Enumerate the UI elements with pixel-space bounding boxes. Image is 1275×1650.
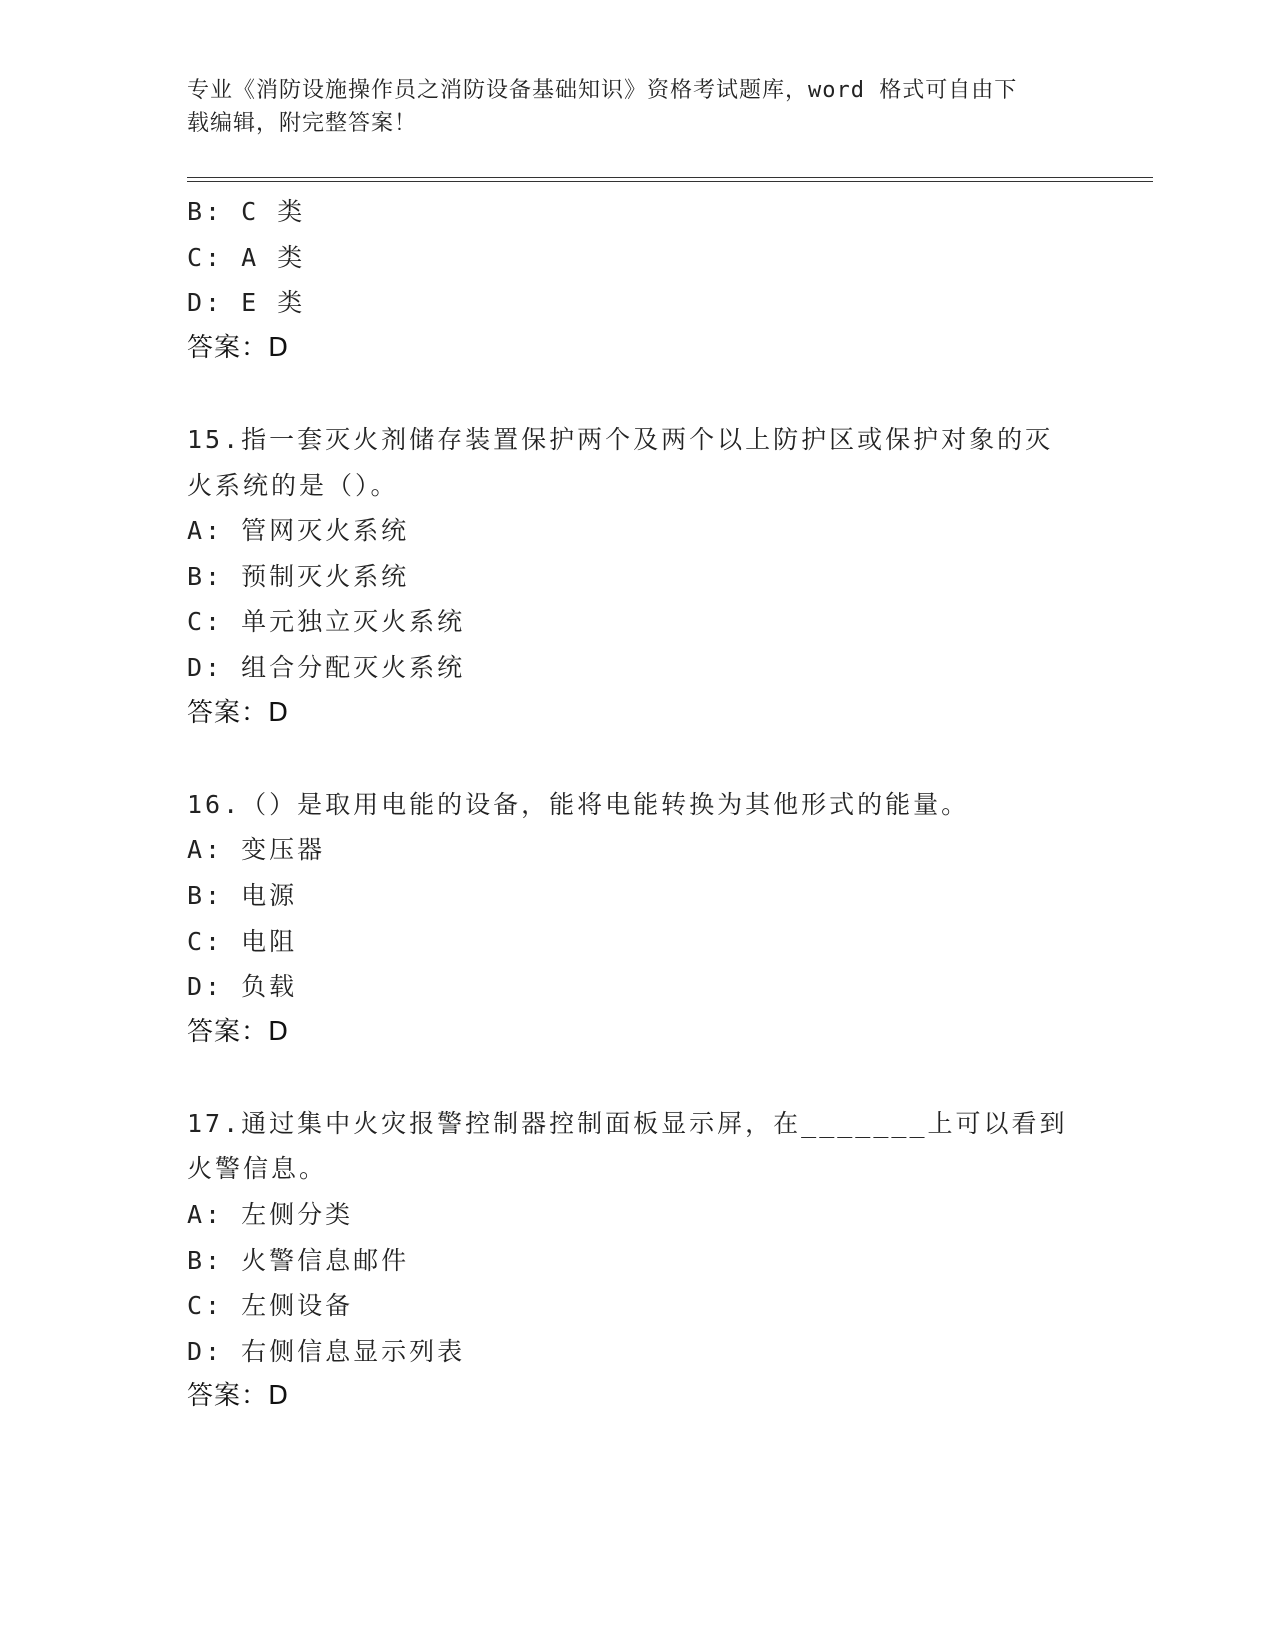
- option-c: C: 单元独立灭火系统: [187, 607, 466, 637]
- option-c: C: 左侧设备: [187, 1291, 354, 1321]
- option-d: D: E 类: [187, 288, 306, 318]
- question-stem: 16.（）是取用电能的设备，能将电能转换为其他形式的能量。: [187, 789, 970, 819]
- header-divider-bottom: [187, 181, 1153, 182]
- option-b: B: 火警信息邮件: [187, 1245, 410, 1275]
- option-a: A: 左侧分类: [187, 1200, 354, 1230]
- option-d: D: 组合分配灭火系统: [187, 652, 466, 682]
- question-stem-continued: 火系统的是（）。: [187, 470, 399, 500]
- answer-line: 答案：D: [187, 697, 290, 728]
- spacer: [187, 736, 1087, 782]
- spacer: [187, 1055, 1087, 1101]
- spacer: [187, 371, 1087, 417]
- question-stem: 17.通过集中火灾报警控制器控制面板显示屏，在_______上可以看到: [187, 1108, 1068, 1138]
- header-divider-top: [187, 177, 1153, 178]
- option-a: A: 变压器: [187, 835, 326, 865]
- question-block-16: [187, 782, 1087, 1056]
- option-b: B: 电源: [187, 880, 298, 910]
- question-list: [187, 189, 1087, 1420]
- option-c: C: A 类: [187, 242, 306, 272]
- option-b: B: 预制灭火系统: [187, 561, 410, 591]
- header-line-2: 载编辑，附完整答案！: [187, 111, 418, 136]
- option-d: D: 右侧信息显示列表: [187, 1336, 466, 1366]
- option-c: C: 电阻: [187, 926, 298, 956]
- question-block-15: [187, 417, 1087, 736]
- option-a: A: 管网灭火系统: [187, 516, 410, 546]
- document-header: [187, 74, 1067, 140]
- question-stem: 15.指一套灭火剂储存装置保护两个及两个以上防护区或保护对象的灭: [187, 424, 1054, 454]
- answer-line: 答案：D: [187, 332, 290, 363]
- answer-line: 答案：D: [187, 1016, 290, 1047]
- answer-line: 答案：D: [187, 1381, 290, 1412]
- option-b: B: C 类: [187, 197, 306, 226]
- header-line-1: 专业《消防设施操作员之消防设备基础知识》资格考试题库，word 格式可自由下: [187, 78, 1018, 103]
- option-d: D: 负载: [187, 972, 298, 1002]
- question-block-14: [187, 189, 1087, 371]
- question-stem-continued: 火警信息。: [187, 1154, 328, 1184]
- question-block-17: [187, 1101, 1087, 1420]
